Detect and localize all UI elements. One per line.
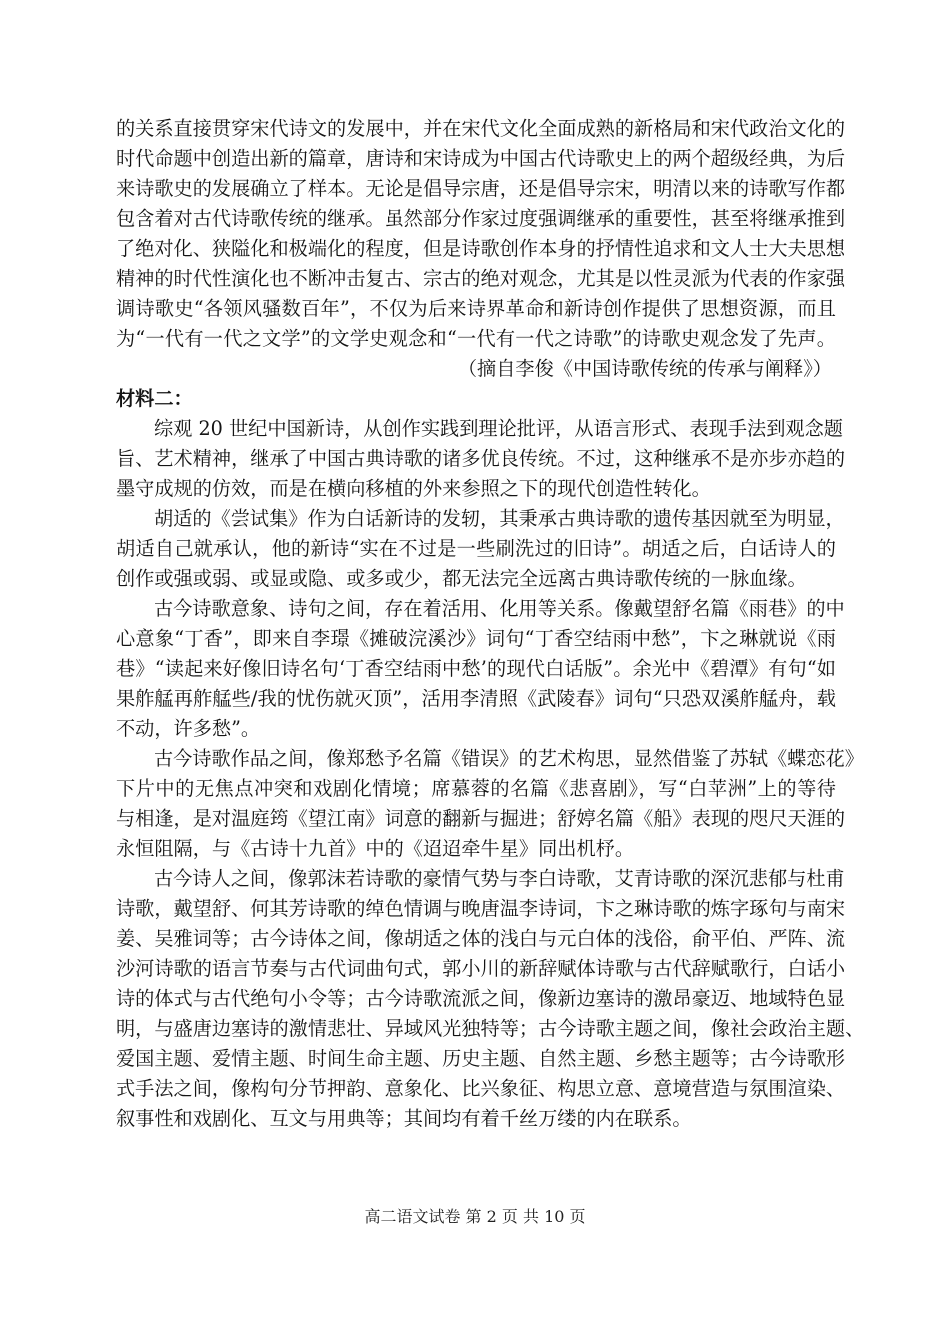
paragraph (116, 594, 845, 744)
text-line: 为“一代有一代之文学”的文学史观念和“一代有一代之诗歌”的诗歌史观念发了先声。 (116, 327, 836, 350)
text-line: 包含着对古代诗歌传统的继承。虽然部分作家过度强调继承的重要性，甚至将继承推到 (116, 207, 846, 230)
text-line: 姜、吴雅词等；古今诗体之间，像胡适之体的浅白与元白体的浅俗，俞平伯、严阵、流 (116, 927, 846, 950)
text-line: 胡适的《尝试集》作为白话新诗的发轫，其秉承古典诗歌的遗传基因就至为明显， (154, 507, 845, 530)
text-line: 诗歌，戴望舒、何其芳诗歌的绰色情调与晚唐温李诗词，卞之琳诗歌的炼字琢句与南宋 (116, 897, 846, 920)
text-line: 永恒阻隔，与《古诗十九首》中的《迢迢牵牛星》同出机杼。 (116, 837, 635, 860)
paragraph (116, 504, 845, 594)
text-line: 叙事性和戏剧化、互文与用典等；其间均有着千丝万缕的内在联系。 (116, 1107, 692, 1130)
page-footer: 高二语文试卷 第 2 页 共 10 页 (364, 1207, 586, 1226)
text-line: 与相逢，是对温庭筠《望江南》词意的翻新与掘进；舒婷名篇《船》表现的咫尺天涯的 (116, 807, 846, 830)
text-line: 诗的体式与古代绝句小令等；古今诗歌流派之间，像新边塞诗的激昂豪迈、地域特色显 (116, 987, 846, 1010)
text-line: 来诗歌史的发展确立了样本。无论是倡导宗唐，还是倡导宗宋，明清以来的诗歌写作都 (116, 177, 846, 200)
text-line: 巷》“读起来好像旧诗名句‘丁香空结雨中愁’的现代白话版”。余光中《碧潭》有句“如 (116, 657, 836, 680)
text-line: 胡适自己就承认，他的新诗“实在不过是一些刷洗过的旧诗”。胡适之后，白话诗人的 (116, 537, 836, 560)
document-body (116, 114, 865, 1134)
text-line: 古今诗歌作品之间，像郑愁予名篇《错误》的艺术构思，显然借鉴了苏轼《蝶恋花》 (154, 747, 864, 770)
text-line: 了绝对化、狭隘化和极端化的程度，但是诗歌创作本身的抒情性追求和文人士大夫思想 (116, 237, 846, 260)
text-line: 古今诗歌意象、诗句之间，存在着活用、化用等关系。像戴望舒名篇《雨巷》的中 (154, 597, 845, 620)
text-line: 精神的时代性演化也不断冲击复古、宗古的绝对观念，尤其是以性灵派为代表的作家强 (116, 267, 846, 290)
text-line: 创作或强或弱、或显或隐、或多或少，都无法完全远离古典诗歌传统的一脉血缘。 (116, 567, 807, 590)
text-line: 古今诗人之间，像郭沫若诗歌的豪情气势与李白诗歌，艾青诗歌的深沉悲郁与杜甫 (154, 867, 845, 890)
text-line: 爱国主题、爱情主题、时间生命主题、历史主题、自然主题、乡愁主题等；古今诗歌形 (116, 1047, 846, 1070)
text-line: 果舴艋再舴艋些/我的忧伤就灭顶”，活用李清照《武陵春》词句“只恐双溪舴艋舟，载 (116, 687, 836, 710)
text-line: 式手法之间，像构句分节押韵、意象化、比兴象征、构思立意、意境营造与氛围渲染、 (116, 1077, 846, 1100)
text-line: 沙河诗歌的语言节奏与古代词曲句式，郭小川的新辞赋体诗歌与古代辞赋歌行，白话小 (116, 957, 846, 980)
text-line: 不动，许多愁”。 (116, 717, 261, 740)
text-line: 下片中的无焦点冲突和戏剧化情境；席慕蓉的名篇《悲喜剧》，写“白苹洲”上的等待 (116, 777, 836, 800)
paragraph (116, 744, 864, 864)
text-line: 旨、艺术精神，继承了中国古典诗歌的诸多优良传统。不过，这种继承不是亦步亦趋的 (116, 447, 846, 470)
text-line: 综观 20 世纪中国新诗，从创作实践到理论批评，从语言形式、表现手法到观念题 (154, 417, 843, 440)
text-line: 调诗歌史“各领风骚数百年”，不仅为后来诗界革命和新诗创作提供了思想资源，而且 (116, 297, 836, 320)
source-citation: （摘自李俊《中国诗歌传统的传承与阐释》） (457, 357, 832, 380)
text-line: 时代命题中创造出新的篇章，唐诗和宋诗成为中国古代诗歌史上的两个超级经典，为后 (116, 147, 846, 170)
paragraph (116, 414, 846, 504)
text-line: 的关系直接贯穿宋代诗文的发展中，并在宋代文化全面成熟的新格局和宋代政治文化的 (116, 117, 846, 140)
material-one-text (116, 114, 846, 384)
text-line: 明，与盛唐边塞诗的激情悲壮、异域风光独特等；古今诗歌主题之间，像社会政治主题、 (116, 1017, 865, 1040)
paragraph (116, 864, 865, 1134)
text-line: 墨守成规的仿效，而是在横向移植的外来参照之下的现代创造性转化。 (116, 477, 711, 500)
text-line: 心意象“丁香”，即来自李璟《摊破浣溪沙》词句“丁香空结雨中愁”，卞之琳就说《雨 (116, 627, 836, 650)
section-heading: 材料二： (116, 387, 193, 410)
